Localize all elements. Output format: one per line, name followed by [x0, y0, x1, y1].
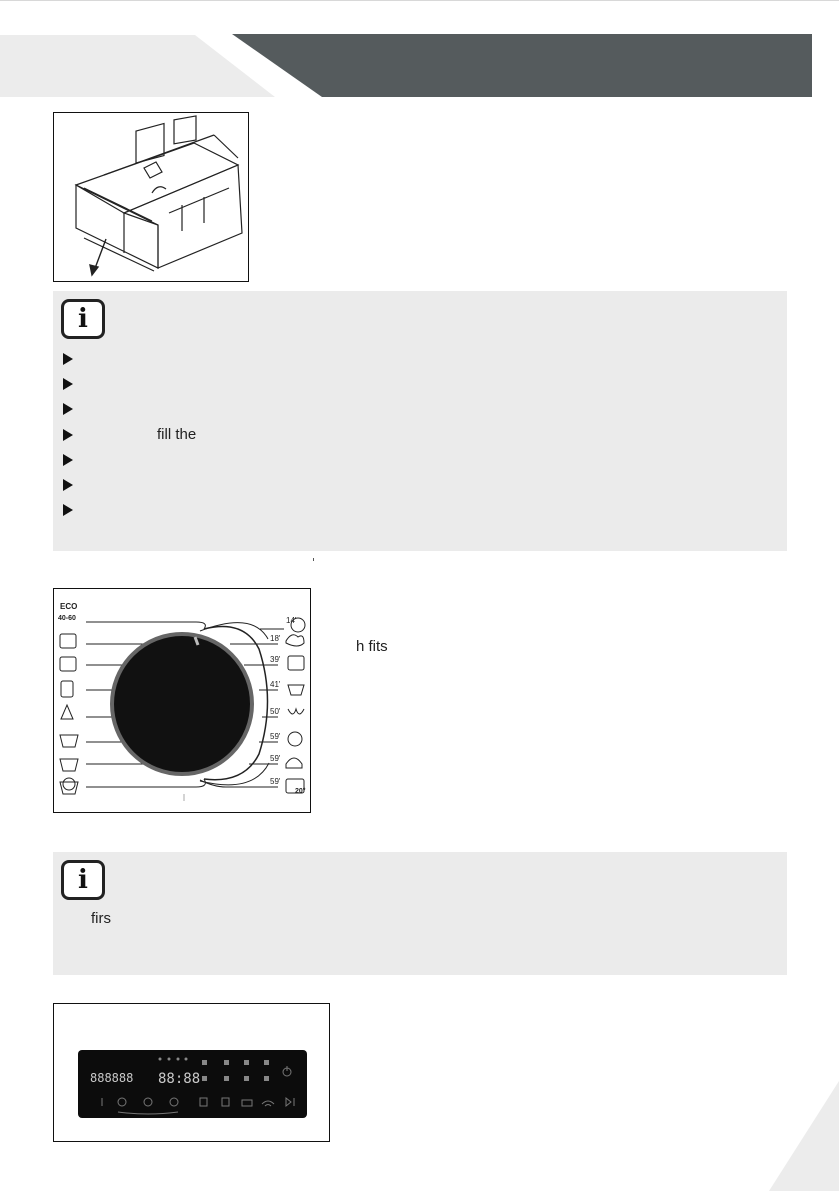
dial-figure	[53, 588, 311, 813]
control-panel-figure	[53, 1003, 330, 1142]
bullet-arrow-3	[63, 403, 73, 415]
bullet-arrow-4	[63, 429, 73, 441]
drawer-figure	[53, 112, 249, 282]
eco-label: ECO	[60, 602, 78, 611]
detergent-drawer-illustration	[54, 113, 248, 281]
info-icon-letter: i	[78, 304, 88, 334]
bullet-arrow-7	[63, 504, 73, 516]
bullet-text-4: fill the	[157, 426, 197, 443]
display-right-digits: 88:88	[158, 1071, 201, 1087]
info-box-2-text-fragment: firs	[91, 910, 111, 927]
info-box-2	[53, 852, 787, 975]
display-left-digits: 888888	[90, 1071, 134, 1085]
info-icon	[61, 299, 105, 339]
time-label-2: 18'	[270, 634, 281, 643]
page-corner-tab	[769, 1081, 839, 1191]
control-panel-illustration	[78, 1050, 307, 1118]
bullet-arrow-6	[63, 479, 73, 491]
time-label-8: 59'	[270, 777, 281, 786]
time-label-5: 50'	[270, 707, 281, 716]
time-label-6: 59'	[270, 732, 281, 741]
info-icon-2-letter: i	[78, 865, 88, 895]
header-tab-light	[0, 35, 275, 97]
time-label-4: 41'	[270, 680, 281, 689]
time-label-7: 59'	[270, 754, 281, 763]
bullet-arrow-1	[63, 353, 73, 365]
eco-range-label: 40-60	[58, 615, 76, 622]
bullet-arrow-5	[63, 454, 73, 466]
control-panel-display	[78, 1050, 307, 1118]
info-box-1	[53, 291, 787, 551]
tick-mark	[313, 558, 314, 561]
time-label-3: 39'	[270, 655, 281, 664]
dial-knob	[112, 634, 252, 774]
bullet-arrow-2	[63, 378, 73, 390]
temp-badge: 20°	[295, 788, 306, 795]
header-tab-dark	[232, 34, 812, 97]
time-label-1: 14'	[286, 616, 297, 625]
programme-dial-illustration	[54, 589, 310, 812]
info-icon-2	[61, 860, 105, 900]
top-rule	[0, 0, 839, 1]
dial-text-fragment: h fits	[356, 638, 388, 655]
